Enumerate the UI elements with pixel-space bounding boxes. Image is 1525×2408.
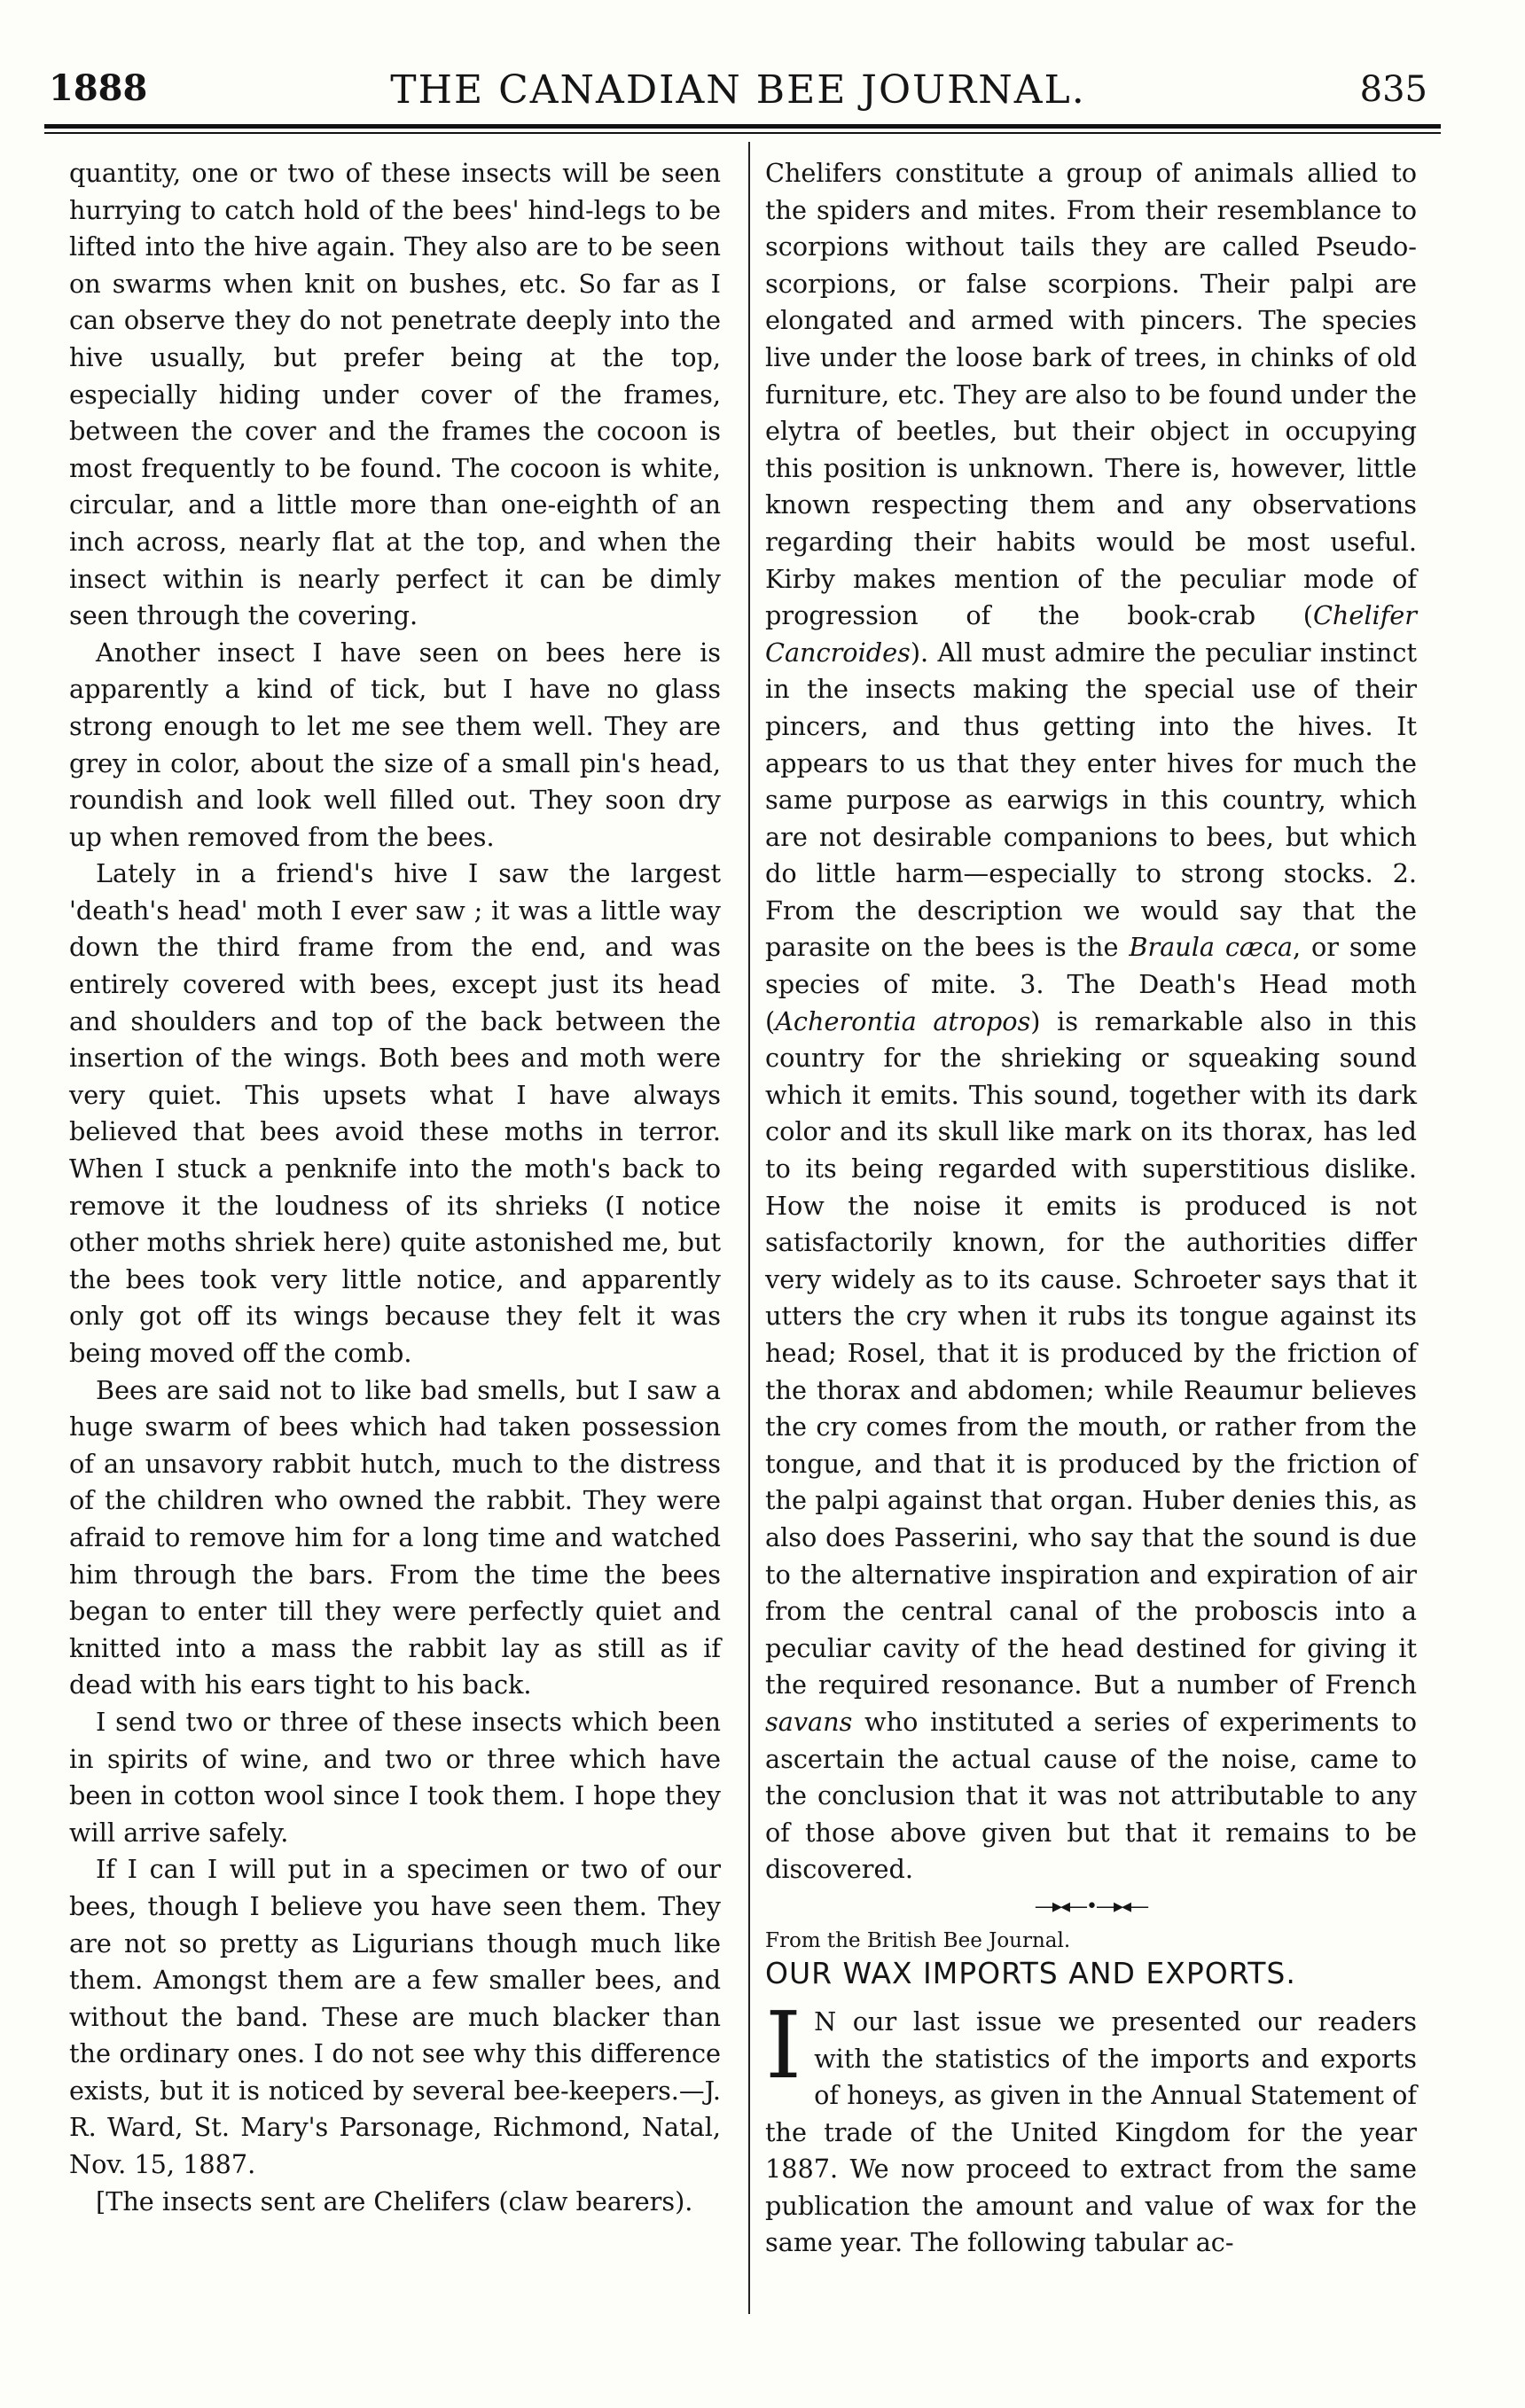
header-year: 1888 — [49, 67, 148, 109]
article-headline: OUR WAX IMPORTS AND EXPORTS. — [765, 1955, 1296, 1990]
note-text-e: who instituted a series of experiments to ascertain the actual cause of the noise, came to the conclusion that it was not attributable to any of those above given but that it remains to be discovered. — [765, 1706, 1417, 1885]
note-italic-savans: savans — [765, 1706, 853, 1737]
column-divider — [748, 142, 750, 2314]
note-italic-chelifer: Chelifer Cancroides — [765, 600, 1417, 668]
source-line: From the British Bee Journal. — [765, 1928, 1071, 1952]
note-text-d: ) is remarkable also in this country for the shrieking or squeaking sound which it emits. This sound, together with its dark color and its skull like mark on its thorax, has led to its being regarded with superstitious dislike. How the noise it emits is produced is not satisfactorily known, for the authorities differ very widely as to its cause. Schroeter says that it utters the cry when it rubs its tongue against its head; Rosel, that it is produced by the friction of the thorax and abdomen; while Reaumur believes the cry comes from the mouth, or rather from the tongue, and that it is produced by the friction of the palpi against that organ. Huber denies this, as also does Passerini, who say that the sound is due to the alternative inspiration and expiration of air from the central canal of the proboscis into a peculiar cavity of the head destined for giving it the required resonance. But a number of French — [765, 1005, 1417, 1700]
article-paragraph-1 — [765, 1990, 1417, 2262]
left-paragraph-3: Lately in a friend's hive I saw the largest 'death's head' moth I ever saw ; it was a little way down the third frame from the end, and was entirely covered with bees, except just its head and shoulders and top of the back between the insertion of the wings. Both bees and moth were very quiet. This upsets what I have always believed that bees avoid these moths in terror. When I stuck a penknife into the moth's back to remove it the loudness of its shrieks (I notice other moths shriek here) quite astonished me, but the bees took very little notice, and apparently only got off its wings because they felt it was being moved off the comb. — [69, 858, 721, 1368]
right-column — [765, 155, 1417, 2262]
left-column — [69, 155, 721, 2220]
note-text-b: ). All must admire the peculiar instinct in the insects making the special use of their pincers, and thus getting into the hives. It appears to us that they enter hives for much the same purpose as earwigs in this country, which are not desirable companions to bees, but which do little harm—especially to strong stocks. 2. From the description we would say that the parasite on the bees is the — [765, 637, 1417, 963]
editor-note-continued — [765, 155, 1417, 1888]
journal-title: THE CANADIAN BEE JOURNAL. — [390, 67, 1086, 113]
article-text: N our last issue we presented our readers with the statistics of the imports and exports of honeys, as given in the Annual Statement of the trade of the United Kingdom for the year 1887. We now proceed to extract from the same publication the amount and value of wax for the same year. The following tabular ac- — [765, 2005, 1417, 2258]
section-ornament: —▸◂—•—▸◂— — [1034, 1895, 1148, 1918]
page-header — [49, 67, 1427, 121]
left-paragraph-1: quantity, one or two of these insects will be seen hurrying to catch hold of the bees' hind-legs to be lifted into the hive again. They also are to be seen on swarms when knit on bushes, etc. So far as I can observe they do not penetrate deeply into the hive usually, but prefer being at the top, especially hiding under cover of the frames, between the cover and the frames the cocoon is most frequently to be found. The cocoon is white, circular, and a little more than one-eighth of an inch across, nearly flat at the top, and when the insect within is nearly perfect it can be dimly seen through the covering. — [69, 158, 721, 631]
left-paragraph-4: Bees are said not to like bad smells, but I saw a huge swarm of bees which had taken possession of an unsavory rabbit hutch, much to the distress of the children who owned the rabbit. They were afraid to remove him for a long time and watched him through the bars. From the time the bees began to enter till they were perfectly quiet and knitted into a mass the rabbit lay as still as if dead with his ears tight to his back. — [69, 1374, 721, 1700]
header-rule-thin — [44, 132, 1441, 134]
left-paragraph-2: Another insect I have seen on bees here is apparently a kind of tick, but I have no glass strong enough to let me see them well. They are grey in color, about the size of a small pin's head, roundish and look well filled out. They soon dry up when removed from the bees. — [69, 637, 721, 852]
note-italic-acherontia: Acherontia atropos — [775, 1005, 1031, 1036]
drop-cap: I — [765, 1990, 802, 2099]
note-text-c: , or some species of mite. 3. The Death's Head moth ( — [765, 932, 1417, 1036]
editor-note-start: [The insects sent are Chelifers (claw bearers). — [96, 2185, 693, 2216]
header-rule — [44, 124, 1441, 129]
page-number: 835 — [1359, 69, 1427, 110]
note-text-a: Chelifers constitute a group of animals allied to the spiders and mites. From their resemblance to scorpions without tails they are called Pseudo-scorpions, or false scorpions. Their palpi are elongated and armed with pincers. The species live under the loose bark of trees, in chinks of old furniture, etc. They are also to be found under the elytra of beetles, but their object in occupying this position is unknown. There is, however, little known respecting them and any observations regarding their habits would be most useful. Kirby makes mention of the peculiar mode of progression of the book-crab ( — [765, 158, 1417, 631]
left-paragraph-6: If I can I will put in a specimen or two of our bees, though I believe you have seen them. They are not so pretty as Ligurians though much like them. Amongst them are a few smaller bees, and without the band. These are much blacker than the ordinary ones. I do not see why this difference exists, but it is noticed by several bee-keepers.—J. R. Ward, St. Mary's Parsonage, Richmond, Natal, Nov. 15, 1887. — [69, 1854, 721, 2180]
note-italic-braula: Braula cæca — [1129, 932, 1294, 963]
left-paragraph-5: I send two or three of these insects which been in spirits of wine, and two or three which have been in cotton wool since I took them. I hope they will arrive safely. — [69, 1706, 721, 1848]
